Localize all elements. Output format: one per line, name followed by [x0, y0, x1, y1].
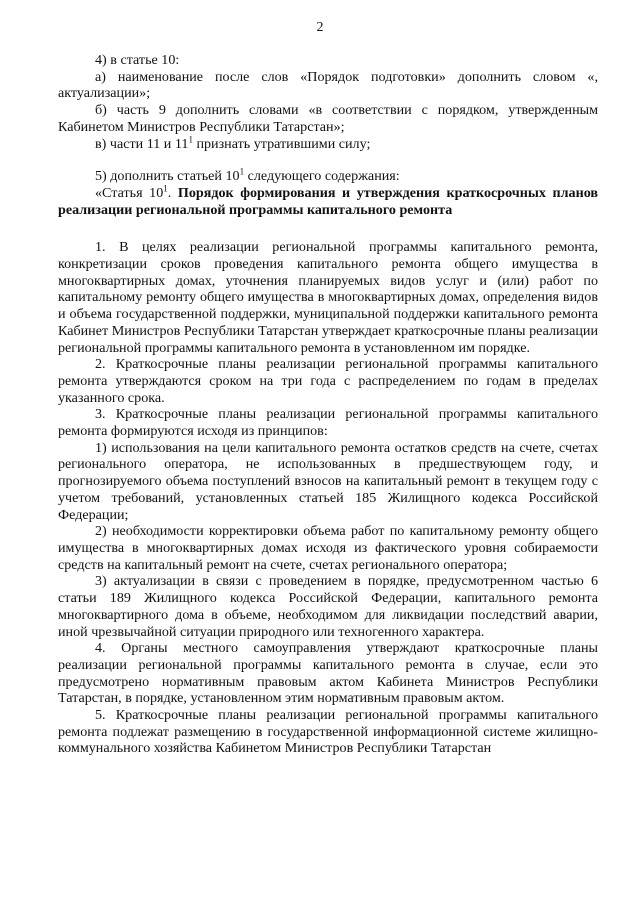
- amendment-item-c: [58, 133, 598, 153]
- document-body: [58, 52, 598, 757]
- superscript: 1: [239, 166, 245, 177]
- article-label-dot: .: [167, 184, 178, 201]
- spacer: [58, 218, 598, 239]
- article-heading: [58, 185, 598, 218]
- amendment-article-10-intro: 4) в статье 10:: [95, 52, 180, 68]
- spacer: [58, 152, 598, 168]
- article-paragraph-5: 5. Краткосрочные планы реализации региональной программы капитального ремонта подлежат размещению в государственной информационной системе жилищно-коммунального хозяйства Кабинетом Министров Республики Татарстан: [58, 707, 598, 757]
- amendment-item-a: а) наименование после слов «Порядок подготовки» дополнить словом «, актуализации»;: [58, 68, 598, 102]
- amendment-item-b: б) часть 9 дополнить словами «в соответствии с порядком, утвержденным Кабинетом Министров Республики Татарстан»;: [58, 102, 598, 135]
- amendment-item-c-text: в) части 11 и 11: [95, 135, 189, 152]
- article-paragraph-1: 1. В целях реализации региональной программы капитального ремонта, конкретизации сроков проведения капитального ремонта общего имущества в многоквартирных домах, уточнения планируемых видов услуг и (или) работ по капитальному ремонту общего имущества в многоквартирных домах, определения видов и объема государственной поддержки, муниципальной поддержки капитального ремонта Кабинет Министров Республики Татарстан утверждает краткосрочные планы реализации региональной программы капитального ремонта в установленном им порядке.: [58, 239, 598, 356]
- article-subitem-1: 1) использования на цели капитального ремонта остатков средств на счете, счетах регионального оператора, не использованных в предшествующем году, и прогнозируемого объема поступлений взносов на капитальный ремонт в текущем году с учетом требований, установленных статьей 185 Жилищного кодекса Российской Федерации;: [58, 439, 598, 523]
- superscript: 1: [188, 133, 193, 144]
- article-paragraph-3: 3. Краткосрочные планы реализации региональной программы капитального ремонта формируются исходя из принципов:: [58, 406, 598, 440]
- article-subitem-3: 3) актуализации в связи с проведением в порядке, предусмотренном частью 6 статьи 189 Жилищного кодекса Российской Федерации, капитального ремонта многоквартирного дома в объеме, необходимом для ликвидации последствий аварии, иной чрезвычайной ситуации природного или техногенного характера.: [58, 573, 598, 640]
- article-paragraph-4: 4. Органы местного самоуправления утверждают краткосрочные планы реализации региональной программы капитального ремонта в случае, если это предусмотрено нормативным правовым актом Кабинета Министров Республики Татарстан, в порядке, установленном этим нормативным правовым актом.: [58, 640, 598, 707]
- article-title: Порядок формирования и утверждения краткосрочных планов реализации региональной программы капитального ремонта: [58, 184, 599, 218]
- amendment-item-c-tail: признать утратившими силу;: [192, 135, 371, 152]
- amendment-add-text: 5) дополнить статьей 10: [95, 168, 240, 185]
- article-paragraph-2: 2. Краткосрочные планы реализации региональной программы капитального ремонта утверждаются сроком на три года с распределением по годам в пределах указанного срока.: [58, 356, 598, 406]
- amendment-add-tail: следующего содержания:: [244, 168, 400, 185]
- article-label: «Статья 10: [95, 184, 164, 201]
- amendment-add-article: [58, 168, 598, 185]
- article-subitem-2: 2) необходимости корректировки объема работ по капитальному ремонту общего имущества в многоквартирных домах исходя из фактического уровня собираемости средств на капитальный ремонт на счете, счетах регионального оператора;: [58, 523, 598, 573]
- page-number: 2: [316, 20, 324, 35]
- superscript: 1: [163, 183, 168, 194]
